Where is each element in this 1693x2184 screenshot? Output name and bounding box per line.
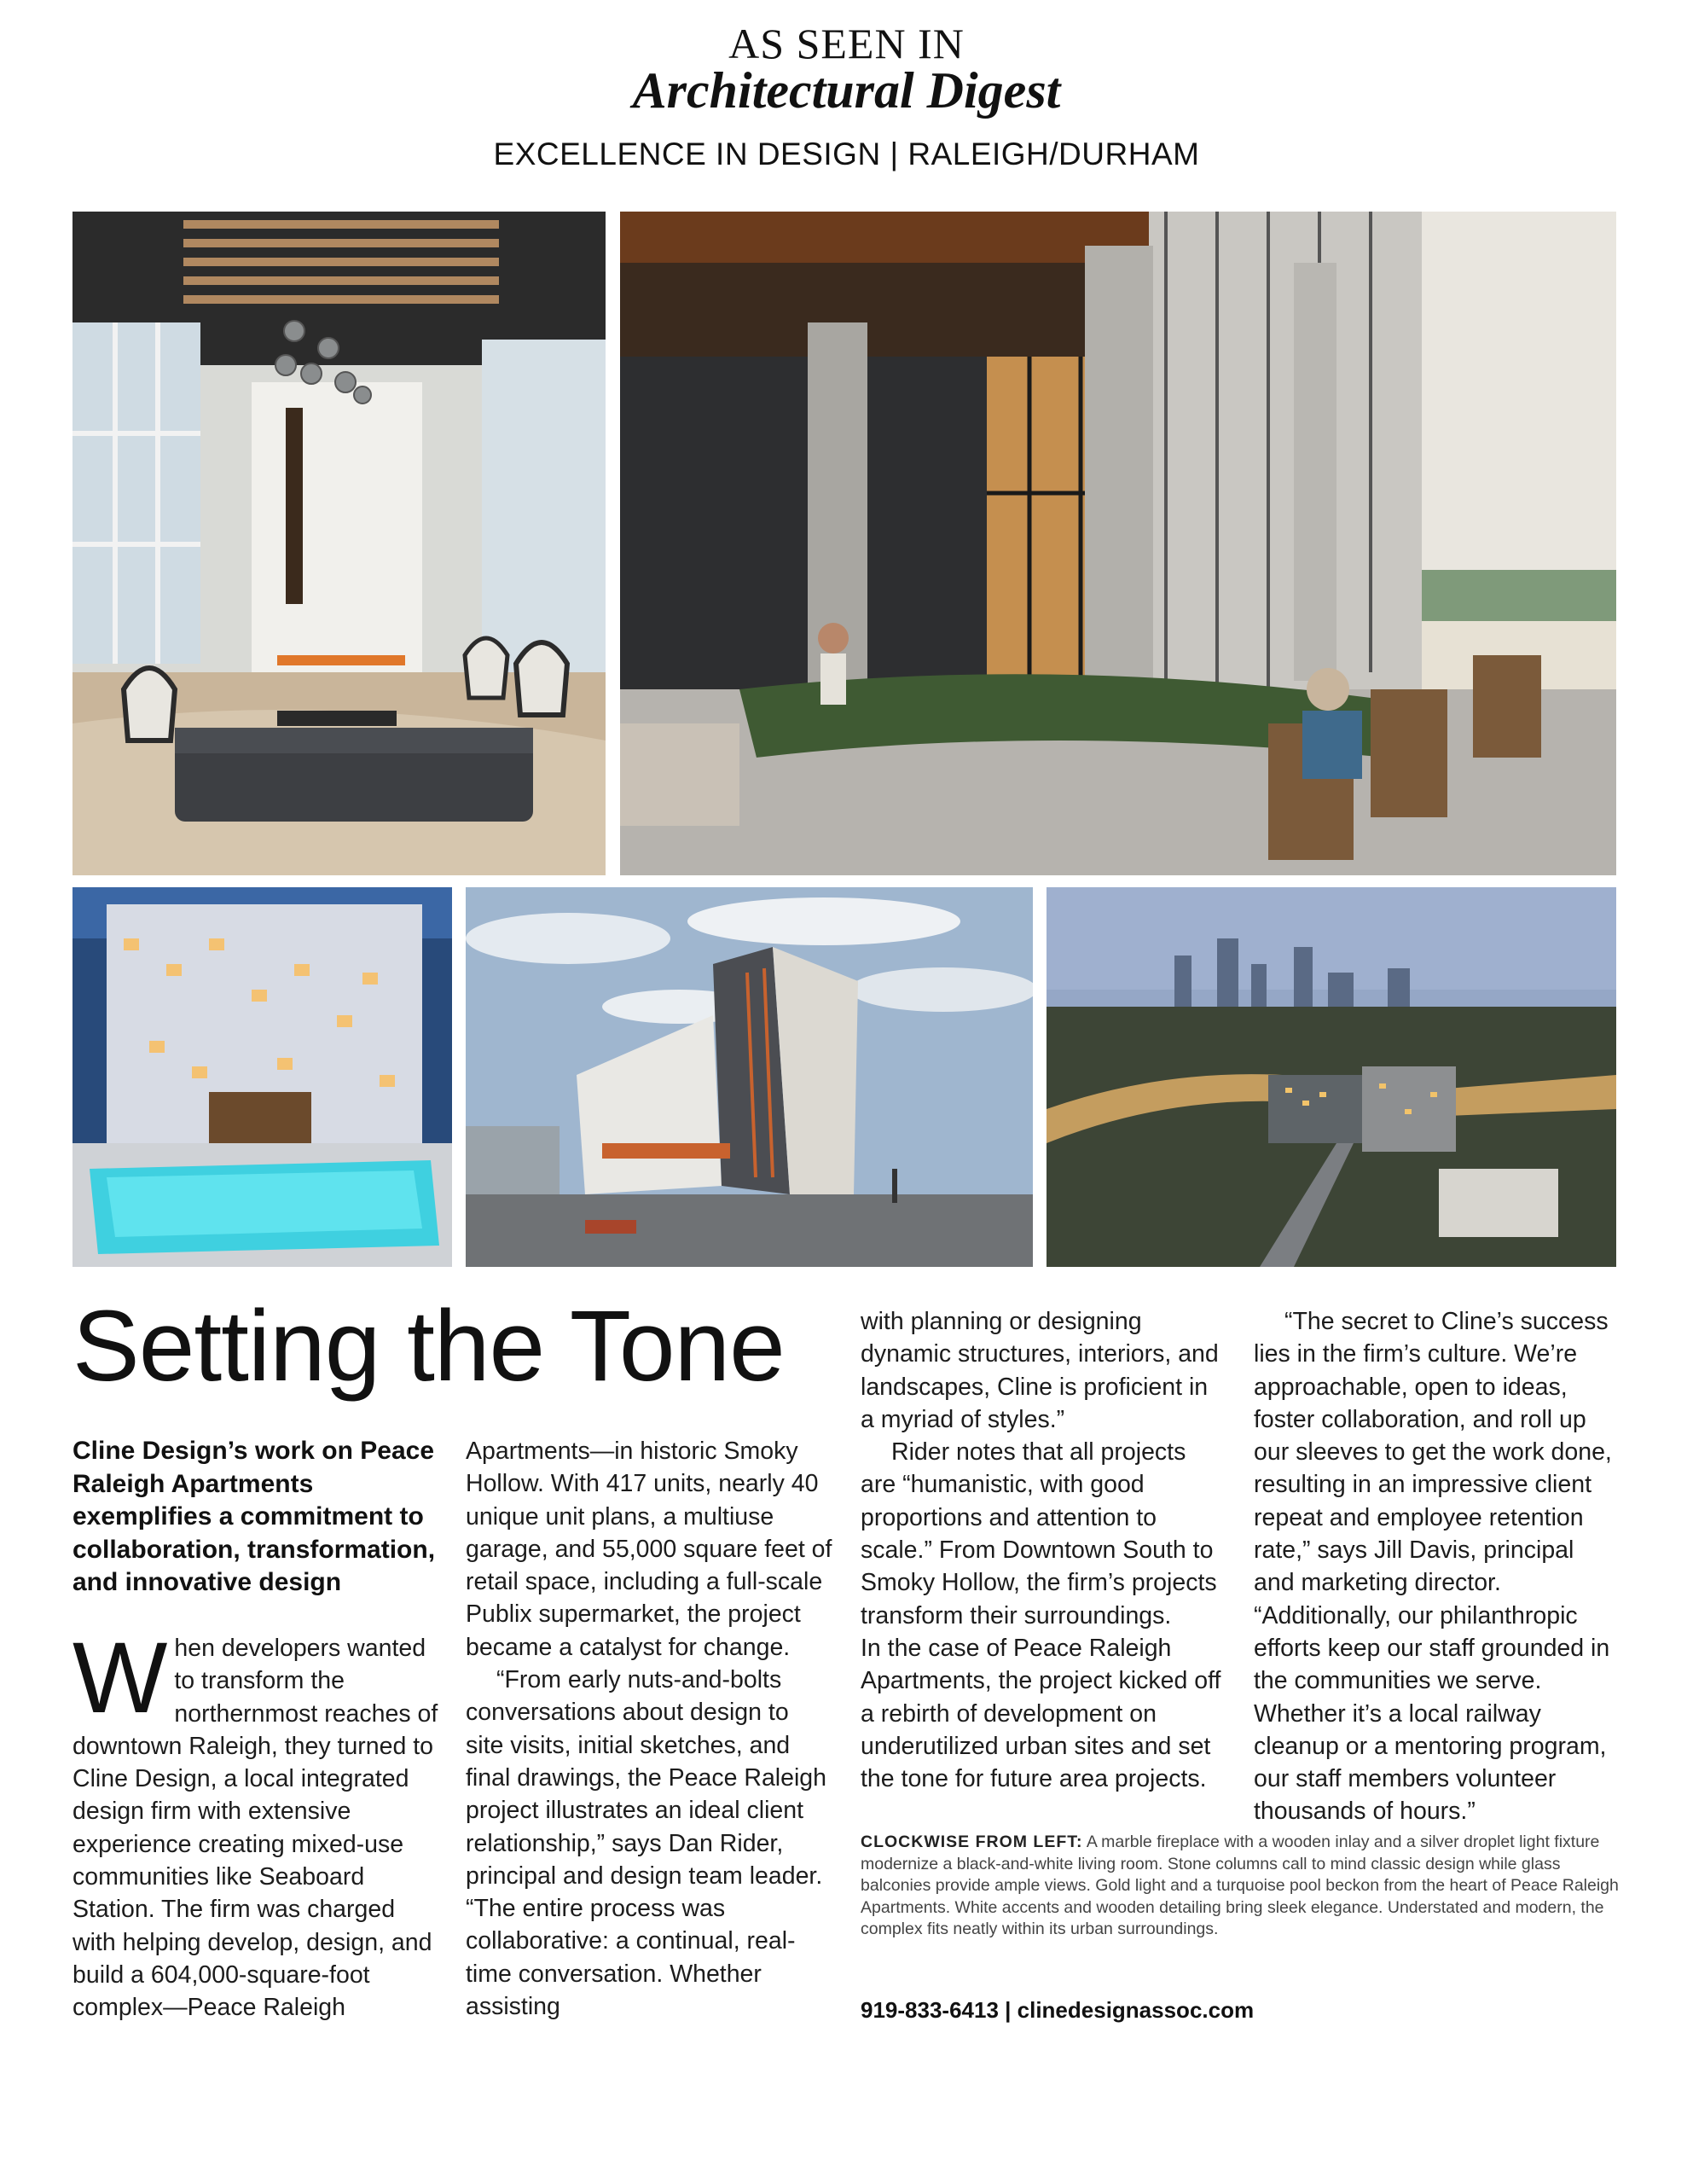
body-paragraph: “The secret to Cline’s success lies in the firm’s culture. We’re approachable, open to ideas, foster collaboration, and roll up our sleeves to get the work done, resulting in an impressive client repeat and employee retention rate,” says Jill Davis, principal and marketing director. “Additionally, our philanthropic efforts keep our staff grounded in the communities we serve. Whether it’s a local railway cleanup or a mentoring program, our staff members volunteer thousands of hours.” [1254, 1308, 1612, 1826]
body-paragraph: Rider notes that all projects are “humanistic, with good proportions and attention to scale.” From Downtown South to Smoky Hollow, the firm’s projects transform their surroundings. [861, 1438, 1217, 1629]
body-paragraph: with planning or designing dynamic structures, interiors, and landscapes, Cline is proficient in a myriad of styles.” [861, 1308, 1219, 1433]
article-column-3 [861, 1305, 1227, 1795]
article-column-4 [1254, 1305, 1621, 1828]
caption-lead: CLOCKWISE FROM LEFT: [861, 1833, 1083, 1851]
photo-building-exterior [466, 887, 1033, 1267]
contact-line: 919-833-6413 | clinedesignassoc.com [861, 1997, 1255, 2023]
body-paragraph: “From early nuts-and-bolts conversations about design to site visits, initial sketches, and final drawings, the Peace Raleigh project illustrates an ideal client relationship,” says Dan Rider, principal and design team leader. “The entire process was collaborative: a continual, real-time conversation. Whether assisting [466, 1666, 827, 2021]
body-paragraph: hen developers wanted to transform the northernmost reaches of downtown Raleigh, they turned to Cline Design, a local integrated design firm with extensive experience creating mixed-use communities like Seaboard Station. The firm was charged with helping develop, design, and build a 604,000-square-foot complex—Peace Raleigh [72, 1635, 438, 2022]
photo-terrace-columns [620, 212, 1616, 875]
article-column-1 [72, 1622, 439, 2024]
photo-city-aerial [1047, 887, 1616, 1267]
header-as-seen-in: AS SEEN IN [728, 20, 965, 67]
body-paragraph: Apartments—in historic Smoky Hollow. With 417 units, nearly 40 unique unit plans, a multiuse garage, and 55,000 square feet of retail space, including a full-scale Publix supermarket, the project became a catalyst for change. [466, 1438, 832, 1661]
header-section-title: EXCELLENCE IN DESIGN | RALEIGH/DURHAM [493, 136, 1200, 171]
body-paragraph: In the case of Peace Raleigh Apartments, the project kicked off a rebirth of development on underutilized urban sites and set the tone for future area projects. [861, 1634, 1221, 1793]
article-deck: Cline Design’s work on Peace Raleigh Apartments exemplifies a commitment to collaboration, transformation, and innovative design [72, 1437, 436, 1596]
photo-caption [861, 1832, 1621, 1941]
header-magazine-name: Architectural Digest [632, 62, 1061, 119]
caption-text: A marble fireplace with a wooden inlay and a silver droplet light fixture modernize a black-and-white living room. Stone columns call to mind classic design while glass balconies provide ample views. Gold light and a turquoise pool beckon from the heart of Peace Raleigh Apartments. White accents and wooden detailing bring sleek elegance. Understated and modern, the complex fits neatly within its urban surroundings. [861, 1833, 1619, 1938]
drop-cap: W [72, 1622, 168, 1734]
article-title: Setting the Tone [72, 1290, 785, 1403]
article-column-2 [466, 1435, 832, 2023]
photo-pool-courtyard [72, 887, 452, 1267]
photo-living-room [72, 212, 606, 875]
